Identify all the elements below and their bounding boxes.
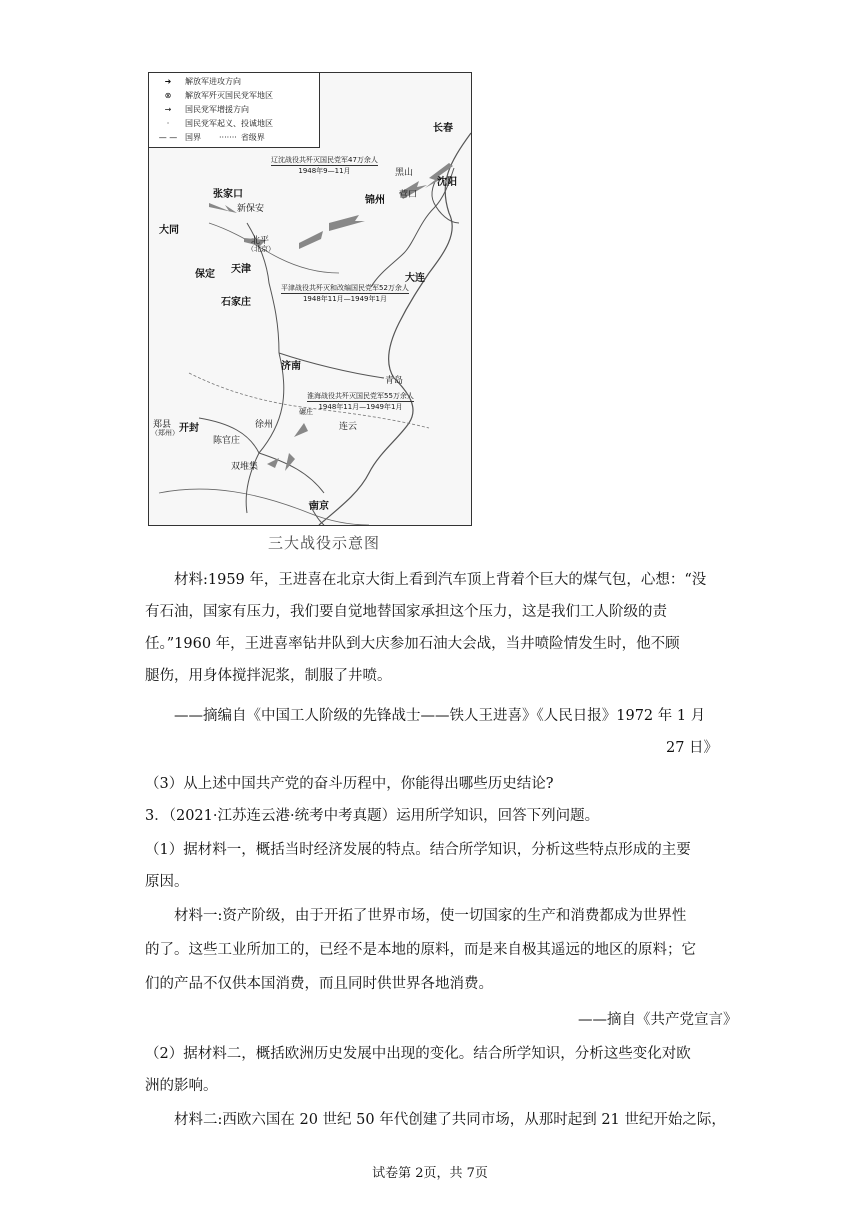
material-line: 有石油，国家有压力，我们要自觉地替国家承担这个压力，这是我们工人阶级的责 <box>145 604 667 620</box>
city-label: 青岛 <box>385 376 404 386</box>
annotation-date: 1948年11月—1949年1月 <box>318 403 403 411</box>
thin-arrow-icon: → <box>164 105 172 114</box>
annotation-title: 辽沈战役共歼灭国民党军47万余人 <box>271 156 378 164</box>
city-label: 大同 <box>159 225 179 236</box>
city-label: 保定 <box>195 269 215 280</box>
annotation-date: 1948年11月—1949年1月 <box>302 295 387 303</box>
legend-label: 国界 <box>185 133 201 142</box>
annotation-date: 1948年9—11月 <box>298 167 351 175</box>
sub-question: 洲的影响。 <box>145 1078 218 1094</box>
city-label: 碾庄 <box>299 408 313 416</box>
question-3: （3）从上述中国共产党的奋斗历程中，你能得出哪些历史结论? <box>145 776 554 792</box>
legend-label: 解放军歼灭国民党军地区 <box>185 91 273 100</box>
legend-label: 解放军进攻方向 <box>185 77 241 86</box>
dash-icon: — — <box>158 133 178 142</box>
coastline <box>319 133 471 525</box>
source-citation: ——摘编自《中国工人阶级的先锋战士——铁人王进喜》《人民日报》1972 年 1 月 <box>174 708 706 724</box>
city-note: （郑州） <box>151 429 179 437</box>
pingjin-annotation <box>281 283 409 304</box>
city-label: 陈官庄 <box>213 436 241 446</box>
material-line: 材料二:西欧六国在 20 世纪 50 年代创建了共同市场，从那时起到 21 世纪开始之际， <box>174 1112 726 1128</box>
material-line: 的了。这些工业所加工的，已经不是本地的原料，而是来自极其遥远的地区的原料；它 <box>145 942 696 958</box>
legend-label: 国民党军起义、投诚地区 <box>185 119 273 128</box>
sub-question: （1）据材料一，概括当时经济发展的特点。结合所学知识，分析这些特点形成的主要 <box>145 842 691 858</box>
map-caption: 三大战役示意图 <box>268 534 381 552</box>
city-note: （北京） <box>247 245 275 253</box>
city-label: 开封 <box>179 423 199 434</box>
solid-arrow-icon: ➜ <box>164 77 172 86</box>
city-label: 大连 <box>405 273 425 284</box>
city-label: 沈阳 <box>437 177 457 188</box>
city-label: 新保安 <box>237 204 265 214</box>
circled-x-icon: ⊗ <box>164 91 172 100</box>
battle-map <box>148 72 472 526</box>
legend-row <box>155 90 273 102</box>
city-label: 济南 <box>281 361 301 372</box>
liaoshen-annotation <box>271 155 378 176</box>
dotted-line-icon: ······· <box>219 133 237 142</box>
city-label: 徐州 <box>255 420 274 430</box>
dot-icon: · <box>166 119 170 128</box>
city-label: 南京 <box>309 501 329 512</box>
city-label: 连云 <box>339 422 358 432</box>
city-label: 郑县 <box>153 420 172 430</box>
page-footer: 试卷第 2页，共 7页 <box>372 1166 488 1181</box>
legend-label: 省级界 <box>240 133 265 142</box>
city-label: 双堆集 <box>231 462 259 472</box>
source-citation: 27 日》 <box>666 740 719 756</box>
city-label: 营口 <box>399 190 418 200</box>
material-line: 们的产品不仅供本国消费，而且同时供世界各地消费。 <box>145 976 493 992</box>
annotation-title: 淮海战役共歼灭国民党军55万余人 <box>307 392 414 400</box>
map-legend <box>149 73 320 148</box>
city-label: 石家庄 <box>221 297 251 308</box>
sub-question: （2）据材料二，概括欧洲历史发展中出现的变化。结合所学知识，分析这些变化对欧 <box>145 1046 691 1062</box>
city-label: 长春 <box>433 123 453 134</box>
legend-row <box>155 104 249 116</box>
source-citation: ——摘自《共产党宣言》 <box>578 1012 738 1028</box>
legend-row <box>155 118 273 130</box>
railways <box>199 223 384 525</box>
material-line: 材料:1959 年，王进喜在北京大街上看到汽车顶上背着个巨大的煤气包，心想：“没 <box>174 572 707 588</box>
material-line: 任。”1960 年，王进喜率钻井队到大庆参加石油大会战，当井喷险情发生时，他不顾 <box>145 636 680 652</box>
item-heading: 3．（2021·江苏连云港·统考中考真题）运用所学知识，回答下列问题。 <box>145 808 600 824</box>
material-line: 腿伤，用身体搅拌泥浆，制服了井喷。 <box>145 668 392 684</box>
city-label: 黑山 <box>395 168 414 178</box>
sub-question: 原因。 <box>145 874 189 890</box>
material-line: 材料一:资产阶级，由于开拓了世界市场，使一切国家的生产和消费都成为世界性 <box>174 908 687 924</box>
annotation-title: 平津战役共歼灭和改编国民党军52万余人 <box>281 284 409 292</box>
huaihai-annotation <box>307 391 414 412</box>
city-label: 天津 <box>231 264 251 275</box>
legend-row <box>155 76 241 88</box>
river <box>159 489 369 525</box>
city-label: 北平 <box>251 236 270 246</box>
legend-row <box>155 132 265 144</box>
legend-label: 国民党军增援方向 <box>185 105 249 114</box>
city-label: 张家口 <box>213 189 243 200</box>
city-label: 锦州 <box>365 195 385 206</box>
